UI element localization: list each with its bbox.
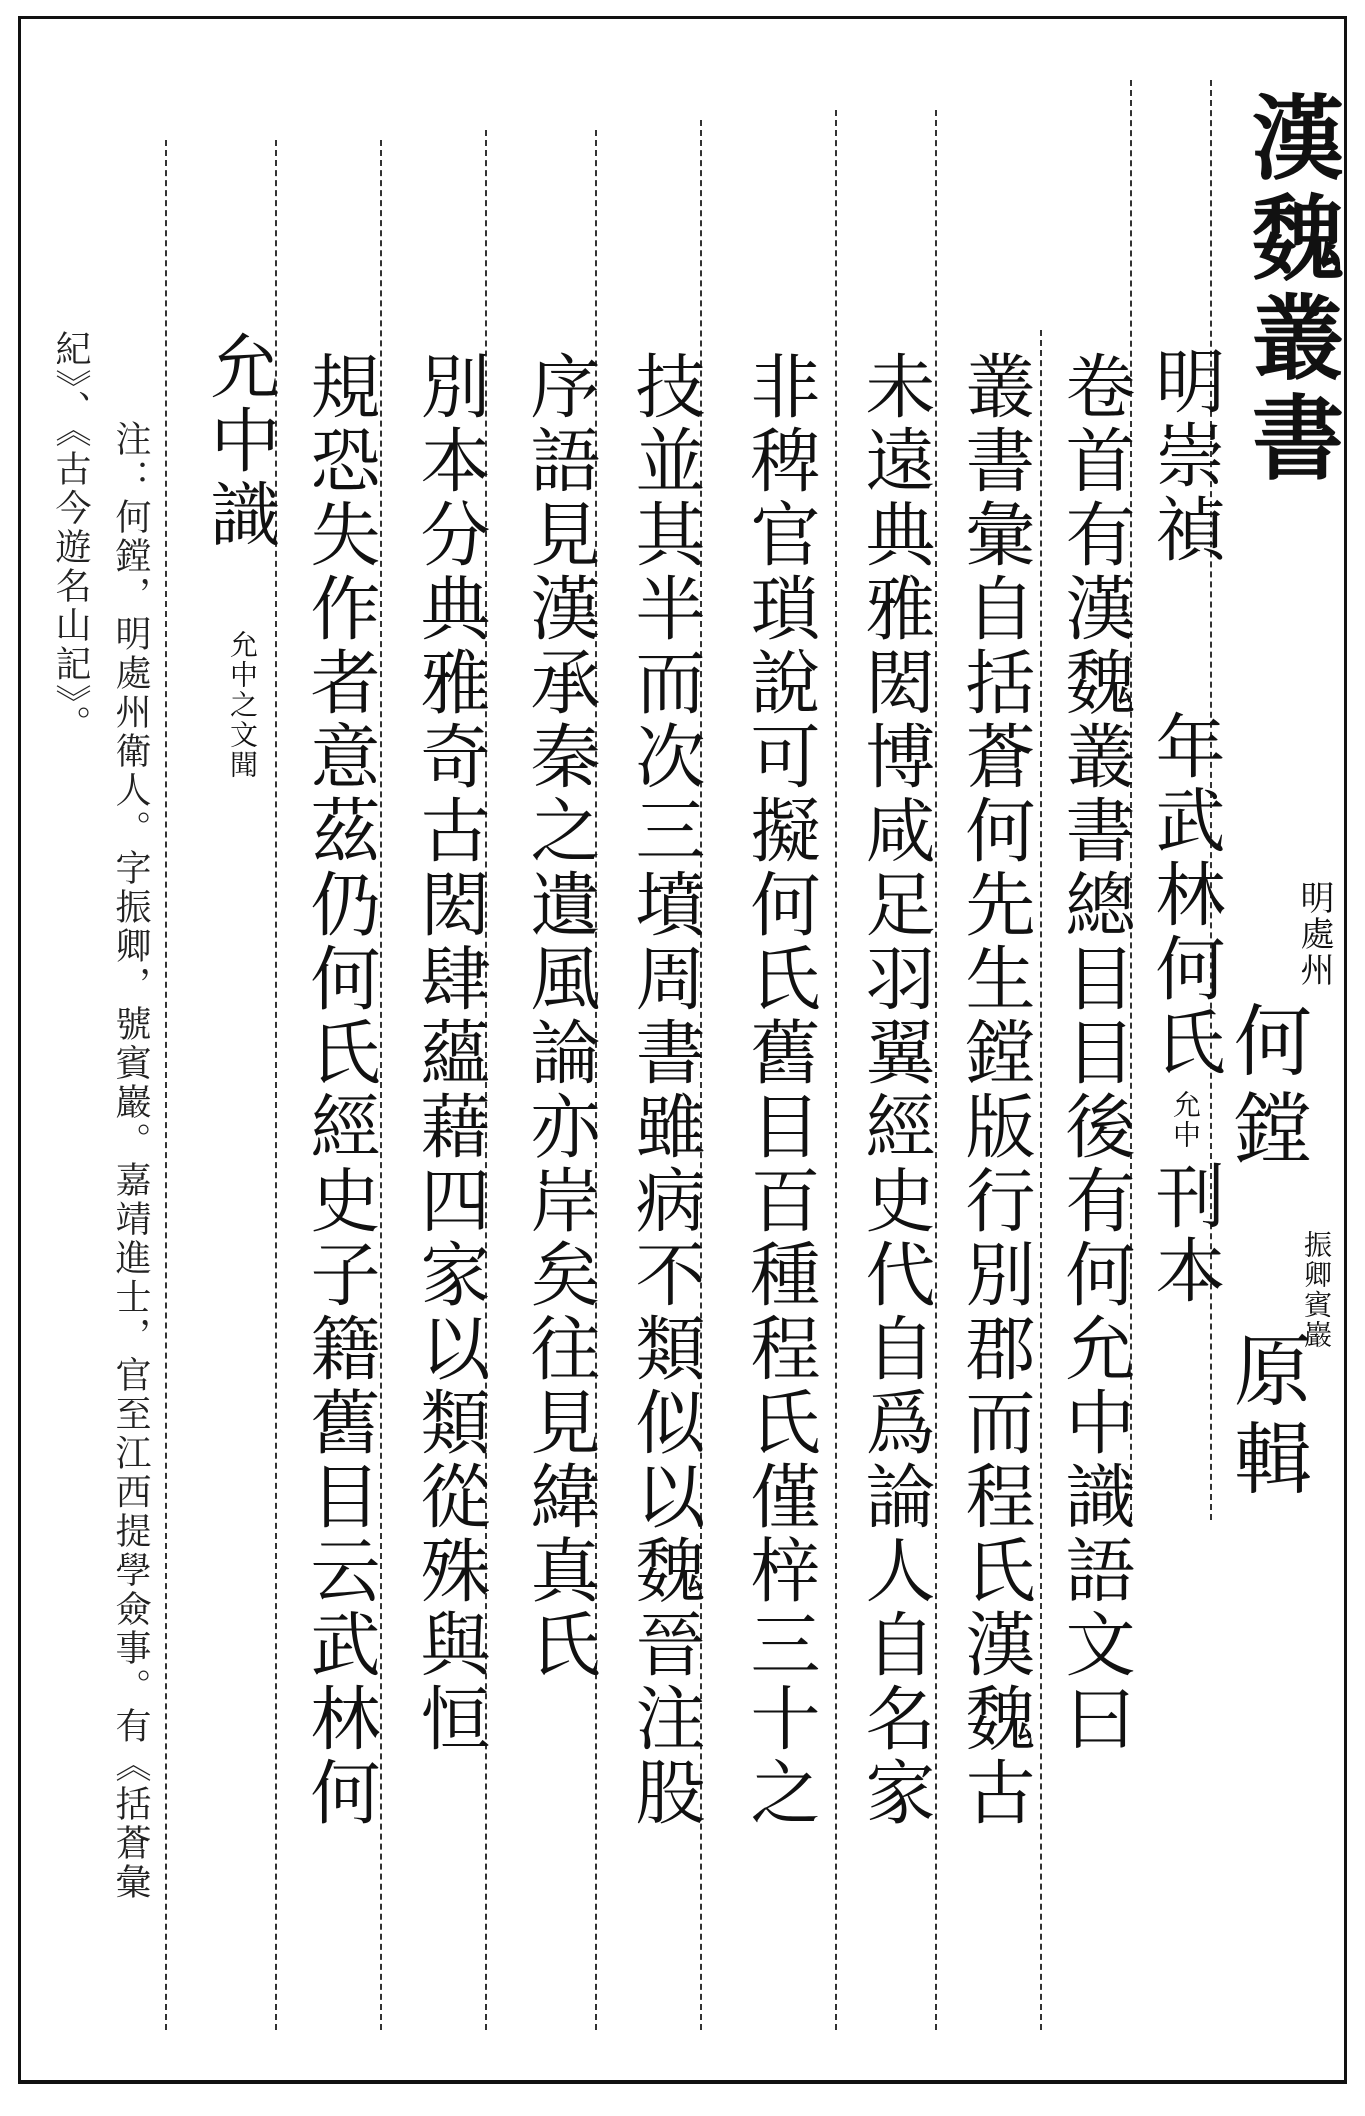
author-place: 明處州 [1294,880,1334,988]
annotation-line-1: 注：何鏜，明處州衛人。字振卿，號賓巖。嘉靖進士，官至江西提學僉事。有《括蒼彙 [110,420,151,1902]
text-column: 允中識 [199,330,281,552]
edition-type: 刊本 [1144,1160,1226,1308]
edition-smallnote: 允中 [1169,1090,1202,1150]
edition-dynasty: 明崇禎 [1144,345,1226,567]
page-border-bottom [18,2080,1347,2084]
text-column: 未遠典雅閎博咸足羽翼經史代自爲論人自名家 [854,350,936,1830]
page-border-top [18,16,1347,19]
text-column: 序語見漢承秦之遺風論亦岸矣往見緯真氏 [519,350,601,1682]
author-role: 原輯 [1221,1330,1311,1506]
column-rule [165,140,167,2030]
text-column: 卷首有漢魏叢書總目目後有何允中識語文曰 [1054,350,1136,1756]
text-column: 技並其半而次三墳周書雖病不類似以魏晉注股 [624,350,706,1830]
author-zi-hao: 振卿賓巖 [1300,1230,1333,1350]
column-rule [835,110,837,2030]
text-column: 別本分典雅奇古閎肆蘊藉四家以類從殊與恒 [409,350,491,1756]
book-title: 漢魏叢書 [1237,90,1345,490]
author-name: 何鏜 [1221,1000,1311,1176]
text-column: 規恐失作者意茲仍何氏經史子籍舊目云武林何 [299,350,381,1830]
edition-publisher: 年武林何氏 [1144,710,1226,1080]
text-column: 非稗官瑣說可擬何氏舊目百種程氏僅梓三十之 [739,350,821,1830]
page-border-left [18,16,21,2080]
text-column: 叢書彙自括蒼何先生鏜版行別郡而程氏漢魏古 [954,350,1036,1830]
signature-note: 允中之文聞 [226,630,259,780]
annotation-line-2: 紀》、《古今遊名山記》。 [50,330,91,744]
